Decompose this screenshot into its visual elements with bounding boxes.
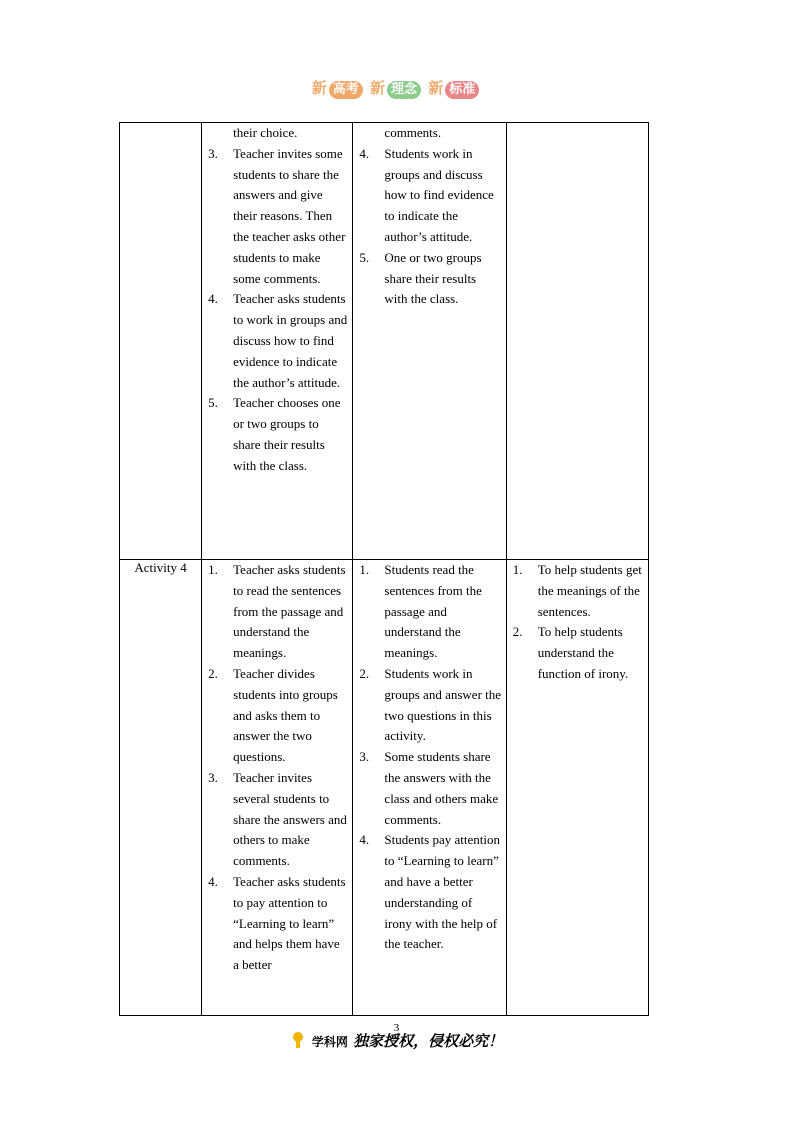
header-pill-1: 高考: [329, 81, 363, 99]
purpose-cell: [506, 560, 648, 1016]
item-number: 1.: [208, 562, 218, 577]
item-text: One or two groups share their results with the class.: [384, 249, 482, 307]
item-text: To help students get the meanings of the sentences.: [537, 562, 642, 619]
page-header: [0, 78, 793, 99]
item-text: Teacher divides students into groups and asks them to answer the two questions.: [233, 665, 338, 765]
item-text: Teacher asks students to pay attention to “Learning to learn” and helps them have a better: [233, 873, 346, 973]
teacher-activity-cell: [202, 123, 353, 560]
continued-text: comments.: [384, 125, 442, 140]
student-steps-list: [353, 144, 505, 310]
list-item: [507, 560, 648, 622]
list-item: [353, 830, 505, 955]
list-item: [353, 144, 505, 248]
item-text: Students read the sentences from the passage and understand the meanings.: [384, 562, 482, 661]
list-item: [353, 248, 505, 310]
list-item: [202, 872, 352, 976]
list-item: [202, 393, 352, 476]
table-row: [120, 560, 649, 1016]
student-activity-cell: [353, 123, 506, 560]
teacher-steps-list: [202, 560, 352, 976]
item-number: 2.: [208, 665, 218, 681]
table-row: [120, 123, 649, 560]
list-item: [202, 768, 352, 872]
footer-slogan: 独家授权，侵权必究！: [353, 1032, 504, 1050]
item-text: Teacher asks students to read the sentences from the passage and understand the meanings.: [233, 562, 346, 661]
list-item: [353, 664, 505, 747]
continued-text: their choice.: [233, 125, 298, 140]
item-number: 4.: [359, 145, 370, 161]
list-item: [353, 560, 505, 664]
teacher-steps-list: [202, 144, 352, 477]
header-word-3: 新: [428, 79, 444, 97]
item-number: 3.: [208, 145, 218, 161]
header-word-2: 新: [369, 79, 385, 97]
list-item: [202, 560, 352, 664]
item-number: 4.: [208, 291, 218, 307]
item-text: Teacher invites some students to share the answers and give their reasons. Then the teacher asks other students to make some comments.: [233, 145, 346, 286]
item-number: 1.: [359, 562, 370, 577]
list-item: [202, 289, 352, 393]
student-activity-cell: [353, 560, 506, 1016]
item-text: Students pay attention to “Learning to learn” and have a better understanding of irony with the help of the teacher.: [384, 832, 500, 952]
header-pill-3: 标准: [445, 81, 479, 99]
item-number: 4.: [359, 832, 370, 848]
list-item: [353, 747, 505, 830]
header-word-1: 新: [311, 79, 327, 97]
page-number: 3: [393, 1022, 400, 1034]
activity-label: Activity 4: [120, 560, 202, 1016]
item-number: 4.: [208, 873, 218, 889]
teacher-activity-cell: [202, 560, 353, 1016]
list-item: [202, 144, 352, 290]
item-text: Students work in groups and discuss how to find evidence to indicate the author’s attitude.: [384, 145, 494, 244]
item-number: 2.: [359, 665, 370, 681]
item-text: Students work in groups and answer the two questions in this activity.: [384, 665, 502, 744]
page-footer: [0, 1030, 793, 1053]
item-text: To help students understand the function of irony.: [537, 624, 629, 681]
item-number: 3.: [359, 749, 370, 765]
lesson-table: [119, 122, 649, 1016]
item-text: Teacher chooses one or two groups to share their results with the class.: [233, 395, 341, 473]
item-number: 1.: [512, 562, 523, 577]
item-text: Teacher asks students to work in groups and discuss how to find evidence to indicate the author’s attitude.: [233, 291, 348, 390]
student-steps-list: [353, 560, 505, 955]
list-item: [507, 622, 648, 684]
logo-text: 学科网: [311, 1035, 348, 1049]
xuekewang-logo-icon: [290, 1031, 306, 1053]
header-pill-2: 理念: [387, 81, 421, 99]
item-number: 2.: [512, 624, 523, 640]
list-item: [202, 664, 352, 768]
activity-label-cell: [120, 123, 202, 560]
item-text: Teacher invites several students to share the answers and others to make comments.: [233, 769, 347, 869]
item-number: 5.: [208, 395, 218, 411]
item-text: Some students share the answers with the class and others make comments.: [384, 749, 499, 827]
item-number: 3.: [208, 769, 218, 785]
item-number: 5.: [359, 249, 370, 265]
purpose-cell: [506, 123, 648, 560]
purpose-list: [507, 560, 648, 685]
